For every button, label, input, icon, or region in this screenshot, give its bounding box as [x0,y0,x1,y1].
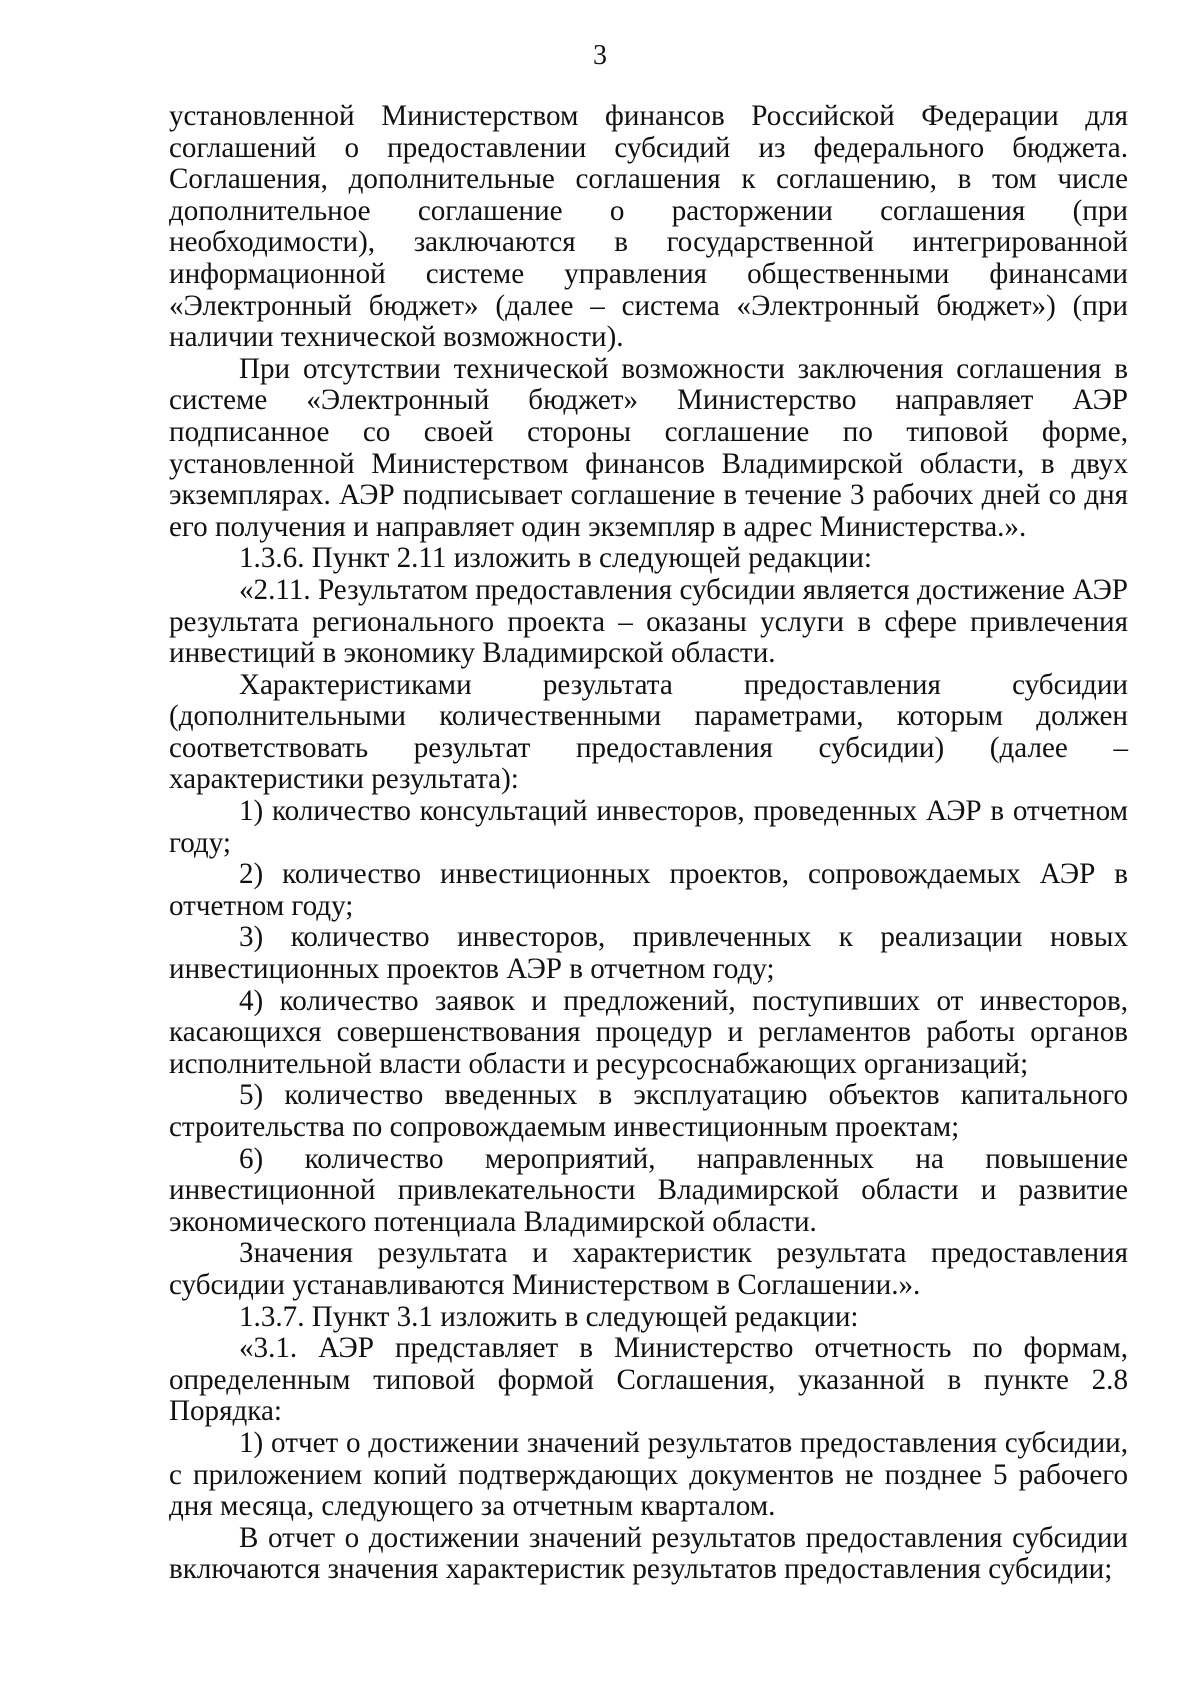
paragraph-clause-1-3-7: 1.3.7. Пункт 3.1 изложить в следующей редакции: [239,1300,859,1333]
paragraph-result-characteristics: Характеристиками результата предоставления субсидии (дополнительными количественными параметрами, которым должен соответствовать результат предоставления субсидии) (далее – характеристики результата): [169,668,1128,796]
paragraph-reporting: «3.1. АЭР представляет в Министерство отчетность по формам, определенным типовой формой Соглашения, указанной в пункте 2.8 Порядка: [169,1332,1128,1428]
paragraph-report-contents: В отчет о достижении значений результатов предоставления субсидии включаются значения характеристик результатов предоставления субсидии; [169,1521,1128,1586]
list-item-6-events: 6) количество мероприятий, направленных на повышение инвестиционной привлекательности Владимирской области и развитие экономического потенциала Владимирской области. [169,1142,1128,1238]
page-number: 3 [593,40,607,71]
list-item-1-report: 1) отчет о достижении значений результатов предоставления субсидии, с приложением копий подтверждающих документов не позднее 5 рабочего дня месяца, следующего за отчетным кварталом. [169,1426,1128,1523]
paragraph-result-of-subsidy: «2.11. Результатом предоставления субсидии является достижение АЭР результата регионального проекта – оказаны услуги в сфере привлечения инвестиций в экономику Владимирской области. [169,573,1128,670]
paragraph-no-technical-possibility: При отсутствии технической возможности заключения соглашения в системе «Электронный бюджет» Министерство направляет АЭР подписанное со своей стороны соглашение по типовой форме, установленной Министерством финансов Владимирской области, в двух экземплярах. АЭР подписывает соглашение в течение 3 рабочих дней со дня его получения и направляет один экземпляр в адрес Министерства.». [169,352,1128,543]
list-item-1-consultations: 1) количество консультаций инвесторов, проведенных АЭР в отчетном году; [169,795,1128,859]
paragraph-clause-1-3-6: 1.3.6. Пункт 2.11 изложить в следующей редакции: [239,542,872,575]
list-item-4-applications: 4) количество заявок и предложений, поступивших от инвесторов, касающихся совершенствования процедур и регламентов работы органов исполнительной власти области и ресурсоснабжающих организаций; [169,984,1128,1080]
document-body [169,101,1128,1641]
paragraph-values-in-agreement: Значения результата и характеристик результата предоставления субсидии устанавливаются Министерством в Соглашении.». [169,1237,1128,1301]
list-item-3-investors: 3) количество инвесторов, привлеченных к реализации новых инвестиционных проектов АЭР в отчетном году; [169,921,1128,986]
list-item-2-projects: 2) количество инвестиционных проектов, сопровождаемых АЭР в отчетном году; [169,858,1128,922]
paragraph-agreement-electronic-budget: установленной Министерством финансов Российской Федерации для соглашений о предоставлении субсидий из федерального бюджета. Соглашения, дополнительные соглашения к соглашению, в том числе дополнительное соглашение о расторжении соглашения (при необходимости), заключаются в государственной интегрированной информационной системе управления общественными финансами «Электронный бюджет» (далее – система «Электронный бюджет») (при наличии технической возможности). [169,100,1128,354]
list-item-5-construction-objects: 5) количество введенных в эксплуатацию объектов капитального строительства по сопровождаемым инвестиционным проектам; [169,1079,1128,1143]
